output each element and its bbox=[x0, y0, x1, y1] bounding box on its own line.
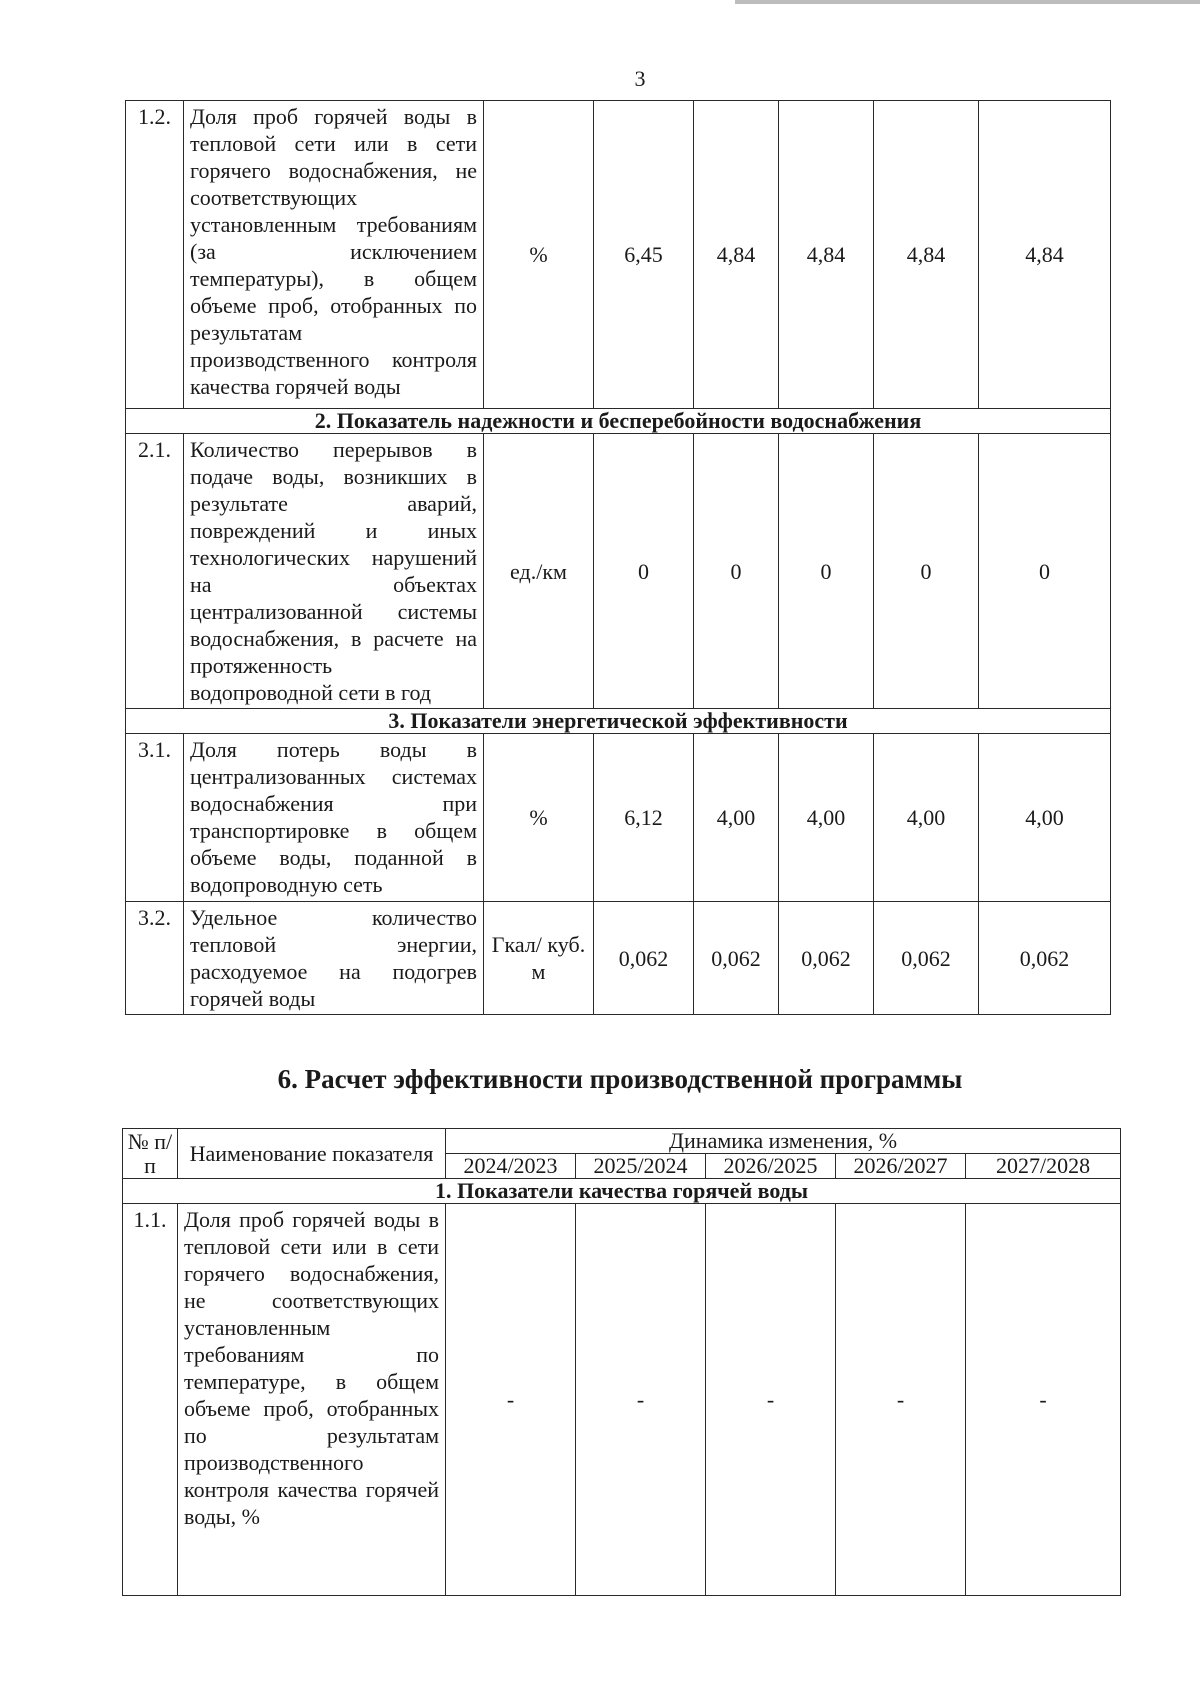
value-cell: 0 bbox=[594, 434, 694, 709]
table-row bbox=[126, 734, 1111, 902]
unit-cell: % bbox=[484, 101, 594, 409]
value-cell: 0,062 bbox=[594, 902, 694, 1015]
unit-cell: % bbox=[484, 734, 594, 902]
value-cell: 4,84 bbox=[979, 101, 1111, 409]
value-cell: - bbox=[966, 1204, 1121, 1596]
indicator-name: Доля потерь воды в централизованных системах водоснабжения при транспортировке в общем объеме воды, поданной в водопроводную сеть bbox=[184, 734, 484, 902]
value-cell: 6,12 bbox=[594, 734, 694, 902]
row-number: 1.2. bbox=[126, 101, 184, 409]
indicator-name: Доля проб горячей воды в тепловой сети или в сети горячего водоснабжения, не соответствующих установленным требованиям по температуре, в общем объеме проб, отобранных по результатам производственного контроля качества горячей воды, % bbox=[178, 1204, 446, 1596]
value-cell: 6,45 bbox=[594, 101, 694, 409]
value-cell: 0 bbox=[979, 434, 1111, 709]
indicator-name: Количество перерывов в подаче воды, возникших в результате аварий, повреждений и иных технологических нарушений на объектах централизованной системы водоснабжения, в расчете на протяженность водопроводной сети в год bbox=[184, 434, 484, 709]
value-cell: 0,062 bbox=[694, 902, 779, 1015]
value-cell: - bbox=[706, 1204, 836, 1596]
value-cell: 4,84 bbox=[694, 101, 779, 409]
section-row bbox=[126, 409, 1111, 434]
value-cell: 0,062 bbox=[874, 902, 979, 1015]
value-cell: 4,00 bbox=[874, 734, 979, 902]
value-cell: - bbox=[446, 1204, 576, 1596]
col-header-number: № п/п bbox=[123, 1129, 178, 1179]
header-row bbox=[123, 1129, 1121, 1154]
row-number: 3.1. bbox=[126, 734, 184, 902]
row-number: 3.2. bbox=[126, 902, 184, 1015]
efficiency-table bbox=[122, 1128, 1121, 1596]
value-cell: 4,84 bbox=[779, 101, 874, 409]
value-cell: 0 bbox=[779, 434, 874, 709]
value-cell: 4,00 bbox=[979, 734, 1111, 902]
scan-edge-line bbox=[735, 0, 1200, 4]
section-row bbox=[123, 1179, 1121, 1204]
value-cell: 4,00 bbox=[779, 734, 874, 902]
page-number: 3 bbox=[634, 66, 646, 91]
value-cell: 4,00 bbox=[694, 734, 779, 902]
value-cell: 0 bbox=[694, 434, 779, 709]
value-cell: 0,062 bbox=[779, 902, 874, 1015]
table-row bbox=[126, 434, 1111, 709]
section-heading: 6. Расчет эффективности производственной программы bbox=[277, 1064, 963, 1094]
col-header-year: 2027/2028 bbox=[966, 1154, 1121, 1179]
unit-cell: ед./км bbox=[484, 434, 594, 709]
col-header-name: Наименование показателя bbox=[178, 1129, 446, 1179]
section-title: 1. Показатели качества горячей воды bbox=[123, 1179, 1121, 1204]
value-cell: 0 bbox=[874, 434, 979, 709]
value-cell: - bbox=[576, 1204, 706, 1596]
row-number: 2.1. bbox=[126, 434, 184, 709]
col-header-year: 2026/2025 bbox=[706, 1154, 836, 1179]
unit-cell: Гкал/ куб. м bbox=[484, 902, 594, 1015]
col-header-year: 2026/2027 bbox=[836, 1154, 966, 1179]
value-cell: - bbox=[836, 1204, 966, 1596]
section-row bbox=[126, 709, 1111, 734]
table-row bbox=[123, 1204, 1121, 1596]
value-cell: 0,062 bbox=[979, 902, 1111, 1015]
table-row bbox=[126, 902, 1111, 1015]
indicators-table bbox=[125, 100, 1111, 1015]
col-header-dynamics: Динамика изменения, % bbox=[446, 1129, 1121, 1154]
value-cell: 4,84 bbox=[874, 101, 979, 409]
table-row bbox=[126, 101, 1111, 409]
col-header-year: 2025/2024 bbox=[576, 1154, 706, 1179]
row-number: 1.1. bbox=[123, 1204, 178, 1596]
indicator-name: Удельное количество тепловой энергии, расходуемое на подогрев горячей воды bbox=[184, 902, 484, 1015]
col-header-year: 2024/2023 bbox=[446, 1154, 576, 1179]
section-title: 2. Показатель надежности и бесперебойности водоснабжения bbox=[126, 409, 1111, 434]
section-title: 3. Показатели энергетической эффективности bbox=[126, 709, 1111, 734]
indicator-name: Доля проб горячей воды в тепловой сети или в сети горячего водоснабжения, не соответствующих установленным требованиям (за исключением температуры), в общем объеме проб, отобранных по результатам производственного контроля качества горячей воды bbox=[184, 101, 484, 409]
